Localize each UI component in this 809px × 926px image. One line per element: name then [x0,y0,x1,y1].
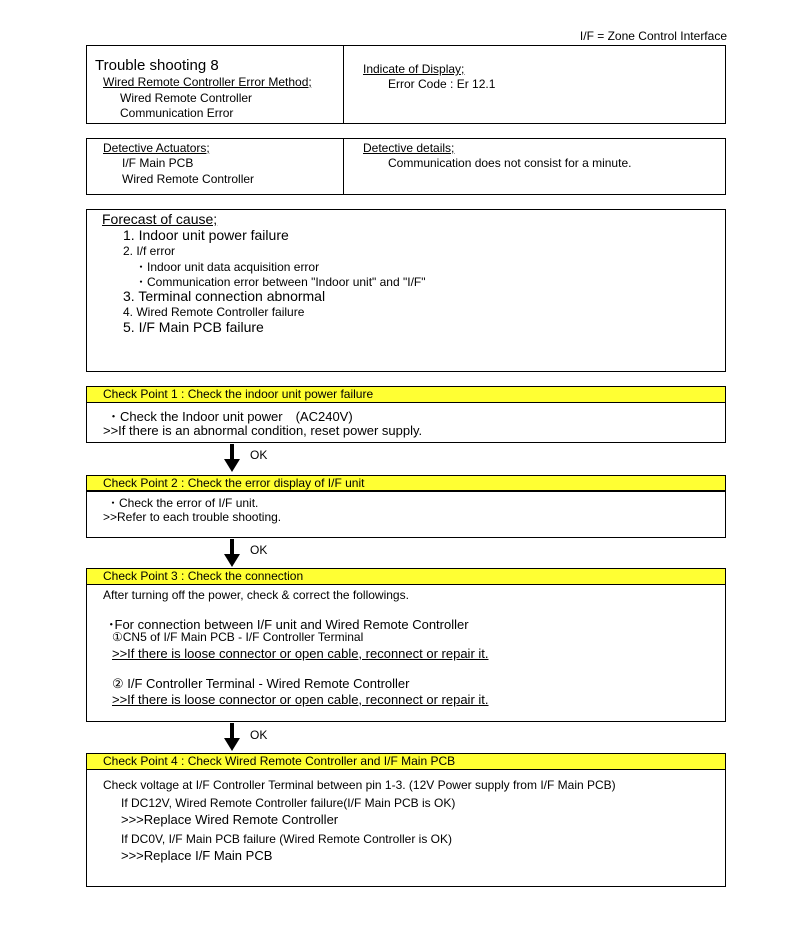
ok-label: OK [250,728,268,742]
cause-subitem: ・Communication error between "Indoor unit" and "I/F" [135,275,426,289]
forecast-label: Forecast of cause; [102,211,218,227]
cp3-line: After turning off the power, check & correct the followings. [103,588,409,602]
cause-item: 1. Indoor unit power failure [123,227,289,243]
actuators-label: Detective Actuators; [103,141,210,155]
cp4-line: If DC12V, Wired Remote Controller failure(I/F Main PCB is OK) [121,796,456,810]
cause-item: 5. I/F Main PCB failure [123,319,264,335]
cp2-line: >>Refer to each trouble shooting. [103,510,282,524]
header-note: I/F = Zone Control Interface [579,29,727,43]
cp2-line: ・Check the error of I/F unit. [107,496,259,510]
down-arrow-icon [226,723,239,751]
cause-subitem: ・Indoor unit data acquisition error [135,260,320,274]
actuator-item: I/F Main PCB [122,156,194,170]
method-line: Communication Error [120,106,234,120]
checkpoint-1-header: Check Point 1 : Check the indoor unit power failure [86,386,726,403]
cp4-line: >>>Replace Wired Remote Controller [121,812,339,827]
checkpoint-2-header: Check Point 2 : Check the error display of I/F unit [86,475,726,492]
summary-box [86,45,726,124]
details-text: Communication does not consist for a minute. [388,156,632,170]
cp3-line: >>If there is loose connector or open cable, reconnect or repair it. [112,646,489,661]
down-arrow-icon [226,444,239,472]
display-label: Indicate of Display; [363,62,465,76]
cp3-line: ･For connection between I/F unit and Wired Remote Controller [108,617,469,632]
checkpoint-1-box [86,402,726,443]
cp1-line: ・Check the Indoor unit power (AC240V) [107,409,353,424]
down-arrow-icon [226,539,239,567]
cp1-line: >>If there is an abnormal condition, reset power supply. [103,423,423,438]
cause-item: 4. Wired Remote Controller failure [123,305,305,319]
method-line: Wired Remote Controller [120,91,253,105]
error-code: Error Code : Er 12.1 [388,77,496,91]
ok-label: OK [250,448,268,462]
page-title: Trouble shooting 8 [95,57,219,74]
cp4-line: >>>Replace I/F Main PCB [121,848,273,863]
cp3-line: ② I/F Controller Terminal - Wired Remote Controller [112,676,410,691]
details-label: Detective details; [363,141,455,155]
actuator-item: Wired Remote Controller [122,172,255,186]
ok-label: OK [250,543,268,557]
cp3-line: >>If there is loose connector or open cable, reconnect or repair it. [112,692,489,707]
checkpoint-2-box [86,490,726,538]
forecast-box [86,209,726,372]
checkpoint-4-box [86,769,726,887]
cp4-line: Check voltage at I/F Controller Terminal between pin 1-3. (12V Power supply from I/F Main PCB) [103,778,616,792]
detective-box [86,138,726,195]
cp4-line: If DC0V, I/F Main PCB failure (Wired Remote Controller is OK) [121,832,452,846]
method-label: Wired Remote Controller Error Method; [103,75,312,89]
cp3-line: ①CN5 of I/F Main PCB - I/F Controller Terminal [112,630,364,644]
checkpoint-4-header: Check Point 4 : Check Wired Remote Controller and I/F Main PCB [86,753,726,770]
cause-item: 2. I/f error [123,244,176,258]
checkpoint-3-header: Check Point 3 : Check the connection [86,568,726,585]
checkpoint-3-box [86,584,726,722]
cause-item: 3. Terminal connection abnormal [123,288,326,304]
